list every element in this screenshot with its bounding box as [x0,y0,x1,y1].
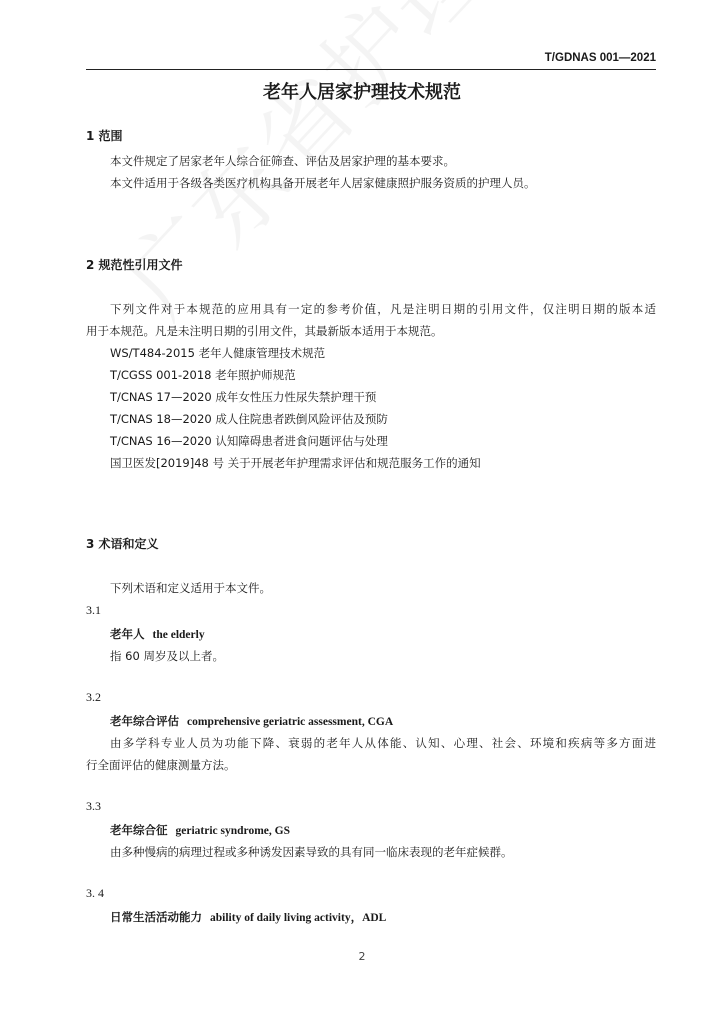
reference-item: T/CNAS 18—2020 成人住院患者跌倒风险评估及预防 [110,412,388,426]
term-definition: 指 60 周岁及以上者。 [110,649,224,663]
term-title [110,626,205,642]
term-en: the elderly [152,629,205,641]
term-definition: 由多种慢病的病理过程或多种诱发因素导致的具有同一临床表现的老年症候群。 [110,845,513,859]
term-en: geriatric syndrome, GS [175,825,290,837]
term-definition: 由多学科专业人员为功能下降、衰弱的老年人从体能、认知、心理、社会、环境和疾病等多方面进 [110,736,656,750]
reference-item: WS/T484-2015 老年人健康管理技术规范 [110,346,326,360]
section-1-heading: 1 范围 [86,129,123,143]
section-3-heading: 3 术语和定义 [86,537,159,551]
term-definition: 行全面评估的健康测量方法。 [86,758,236,772]
reference-item: 国卫医发[2019]48 号 关于开展老年护理需求评估和规范服务工作的通知 [110,456,481,470]
reference-item: T/CNAS 17—2020 成年女性压力性尿失禁护理干预 [110,390,377,404]
term-title [110,909,386,925]
term-number: 3.1 [86,603,101,617]
term-cn: 老年人 [110,627,145,641]
term-number: 3. 4 [86,886,104,900]
term-number: 3.3 [86,799,101,813]
standard-code: T/GDNAS 001—2021 [544,52,656,64]
paragraph: 本文件规定了居家老年人综合征筛查、评估及居家护理的基本要求。 [110,154,455,168]
term-title [110,713,393,729]
section-2-heading: 2 规范性引用文件 [86,258,183,272]
page-number: 2 [358,950,366,963]
term-en: comprehensive geriatric assessment, CGA [187,716,394,728]
reference-item: T/CGSS 001-2018 老年照护师规范 [110,368,296,382]
term-cn: 老年综合评估 [110,714,179,728]
header-rule [86,69,656,70]
page-title: 老年人居家护理技术规范 [263,82,461,103]
paragraph: 用于本规范。凡是未注明日期的引用文件，其最新版本适用于本规范。 [86,324,443,338]
term-title [110,822,290,838]
term-en: ability of daily living activity，ADL [210,912,387,924]
term-cn: 日常生活活动能力 [110,910,202,924]
paragraph: 下列文件对于本规范的应用具有一定的参考价值，凡是注明日期的引用文件，仅注明日期的版本适 [110,302,656,316]
term-number: 3.2 [86,690,101,704]
paragraph: 本文件适用于各级各类医疗机构具备开展老年人居家健康照护服务资质的护理人员。 [110,176,536,190]
term-cn: 老年综合征 [110,823,168,837]
paragraph: 下列术语和定义适用于本文件。 [110,581,271,595]
reference-item: T/CNAS 16—2020 认知障碍患者进食问题评估与处理 [110,434,388,448]
watermark [90,0,645,340]
